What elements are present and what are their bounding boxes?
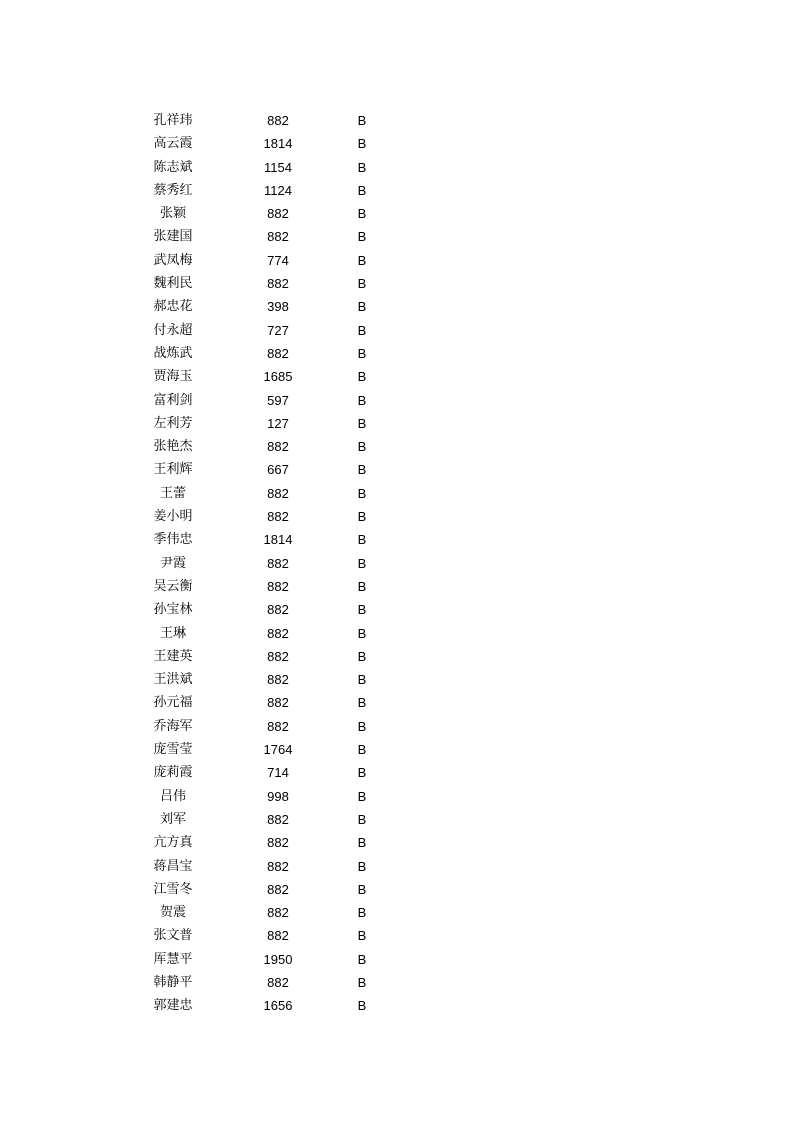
table-row — [0, 482, 793, 505]
person-name: 陈志斌 — [153, 159, 193, 175]
amount-value: 882 — [267, 276, 289, 292]
person-name: 季伟忠 — [153, 532, 193, 548]
amount-value: 1154 — [264, 159, 292, 175]
grade-value: B — [357, 602, 367, 618]
amount-value: 1685 — [263, 369, 293, 385]
amount-value: 1814 — [263, 532, 293, 548]
amount-value: 882 — [267, 858, 289, 874]
table-row — [0, 435, 793, 458]
grade-value: B — [357, 974, 367, 990]
amount-value: 882 — [267, 625, 289, 641]
person-name: 庞莉霞 — [153, 765, 193, 781]
grade-value: B — [357, 695, 367, 711]
table-row — [0, 831, 793, 854]
person-name: 战炼武 — [153, 345, 193, 361]
person-name: 亢方真 — [153, 835, 193, 851]
amount-value: 882 — [267, 695, 289, 711]
grade-value: B — [357, 113, 367, 128]
person-name: 尹霞 — [159, 555, 186, 571]
grade-value: B — [357, 555, 367, 571]
grade-value: B — [357, 578, 367, 594]
amount-value: 1124 — [264, 182, 292, 198]
amount-value: 597 — [267, 392, 289, 408]
table-row — [0, 202, 793, 225]
person-name: 刘军 — [159, 811, 186, 827]
amount-value: 882 — [267, 206, 289, 222]
table-row — [0, 389, 793, 412]
table-row — [0, 948, 793, 971]
table-row — [0, 691, 793, 714]
person-name: 王利辉 — [153, 462, 193, 478]
person-name: 江雪冬 — [153, 881, 193, 897]
amount-value: 882 — [267, 835, 289, 851]
amount-value: 774 — [267, 252, 289, 268]
table-row — [0, 668, 793, 691]
person-name: 郭建忠 — [153, 998, 193, 1014]
person-name: 孙元福 — [153, 695, 193, 711]
table-row — [0, 924, 793, 947]
record-list — [0, 109, 793, 1018]
grade-value: B — [357, 485, 367, 501]
table-row — [0, 319, 793, 342]
grade-value: B — [357, 928, 367, 944]
person-name: 张建国 — [153, 229, 193, 245]
grade-value: B — [357, 835, 367, 851]
amount-value: 882 — [267, 905, 289, 921]
person-name: 张颖 — [159, 206, 186, 222]
amount-value: 882 — [267, 881, 289, 897]
grade-value: B — [357, 765, 367, 781]
grade-value: B — [357, 462, 367, 478]
person-name: 贺震 — [159, 905, 186, 921]
grade-value: B — [357, 229, 367, 245]
table-row — [0, 528, 793, 551]
person-name: 高云霞 — [153, 136, 193, 152]
table-row — [0, 645, 793, 668]
person-name: 孙宝林 — [153, 602, 193, 618]
grade-value: B — [357, 998, 367, 1014]
amount-value: 882 — [267, 648, 289, 664]
amount-value: 882 — [267, 509, 289, 525]
amount-value: 127 — [267, 415, 289, 431]
grade-value: B — [357, 159, 367, 175]
grade-value: B — [357, 788, 367, 804]
table-row — [0, 994, 793, 1017]
table-row — [0, 505, 793, 528]
table-row — [0, 622, 793, 645]
person-name: 吴云衡 — [153, 578, 193, 594]
amount-value: 882 — [267, 485, 289, 501]
person-name: 姜小明 — [153, 509, 193, 525]
table-row — [0, 109, 793, 132]
grade-value: B — [357, 322, 367, 338]
amount-value: 1656 — [263, 998, 293, 1014]
person-name: 王建英 — [153, 648, 193, 664]
table-row — [0, 156, 793, 179]
table-row — [0, 249, 793, 272]
person-name: 蔡秀红 — [153, 182, 193, 198]
person-name: 富利剑 — [153, 392, 193, 408]
grade-value: B — [357, 648, 367, 664]
table-row — [0, 808, 793, 831]
person-name: 孔祥玮 — [153, 113, 193, 128]
amount-value: 882 — [267, 718, 289, 734]
amount-value: 998 — [267, 788, 289, 804]
person-name: 庞雪莹 — [153, 742, 193, 758]
grade-value: B — [357, 439, 367, 455]
person-name: 王蕾 — [159, 485, 186, 501]
grade-value: B — [357, 299, 367, 315]
grade-value: B — [357, 625, 367, 641]
grade-value: B — [357, 392, 367, 408]
person-name: 王琳 — [159, 625, 186, 641]
grade-value: B — [357, 672, 367, 688]
person-name: 贾海玉 — [153, 369, 193, 385]
amount-value: 714 — [267, 765, 289, 781]
grade-value: B — [357, 509, 367, 525]
table-row — [0, 342, 793, 365]
grade-value: B — [357, 951, 367, 967]
table-row — [0, 738, 793, 761]
amount-value: 398 — [267, 299, 289, 315]
grade-value: B — [357, 881, 367, 897]
grade-value: B — [357, 718, 367, 734]
table-row — [0, 598, 793, 621]
person-name: 蒋昌宝 — [153, 858, 193, 874]
amount-value: 882 — [267, 928, 289, 944]
grade-value: B — [357, 136, 367, 152]
person-name: 吕伟 — [159, 788, 186, 804]
table-row — [0, 971, 793, 994]
amount-value: 882 — [267, 578, 289, 594]
grade-value: B — [357, 742, 367, 758]
amount-value: 882 — [267, 602, 289, 618]
table-row — [0, 901, 793, 924]
amount-value: 882 — [267, 113, 289, 128]
grade-value: B — [357, 532, 367, 548]
amount-value: 882 — [267, 229, 289, 245]
grade-value: B — [357, 415, 367, 431]
amount-value: 882 — [267, 811, 289, 827]
table-row — [0, 552, 793, 575]
grade-value: B — [357, 858, 367, 874]
table-row — [0, 785, 793, 808]
table-row — [0, 272, 793, 295]
amount-value: 882 — [267, 345, 289, 361]
table-row — [0, 575, 793, 598]
table-row — [0, 855, 793, 878]
table-row — [0, 878, 793, 901]
person-name: 左利芳 — [153, 415, 193, 431]
amount-value: 1814 — [263, 136, 293, 152]
table-row — [0, 412, 793, 435]
table-row — [0, 365, 793, 388]
grade-value: B — [357, 345, 367, 361]
grade-value: B — [357, 905, 367, 921]
amount-value: 727 — [267, 322, 289, 338]
amount-value: 882 — [267, 974, 289, 990]
table-row — [0, 132, 793, 155]
person-name: 张艳杰 — [153, 439, 193, 455]
person-name: 武凤梅 — [153, 252, 193, 268]
person-name: 郝忠花 — [153, 299, 193, 315]
grade-value: B — [357, 182, 367, 198]
grade-value: B — [357, 252, 367, 268]
amount-value: 882 — [267, 672, 289, 688]
grade-value: B — [357, 369, 367, 385]
person-name: 付永超 — [153, 322, 193, 338]
amount-value: 1764 — [263, 742, 293, 758]
amount-value: 667 — [267, 462, 289, 478]
amount-value: 1950 — [263, 951, 293, 967]
person-name: 王洪斌 — [153, 672, 193, 688]
person-name: 魏利民 — [153, 276, 193, 292]
person-name: 厍慧平 — [153, 951, 193, 967]
amount-value: 882 — [267, 555, 289, 571]
person-name: 乔海军 — [153, 718, 193, 734]
person-name: 韩静平 — [153, 974, 193, 990]
grade-value: B — [357, 811, 367, 827]
grade-value: B — [357, 206, 367, 222]
table-row — [0, 715, 793, 738]
grade-value: B — [357, 276, 367, 292]
table-row — [0, 761, 793, 784]
table-row — [0, 179, 793, 202]
table-row — [0, 225, 793, 248]
amount-value: 882 — [267, 439, 289, 455]
person-name: 张文普 — [153, 928, 193, 944]
table-row — [0, 458, 793, 481]
table-row — [0, 295, 793, 318]
